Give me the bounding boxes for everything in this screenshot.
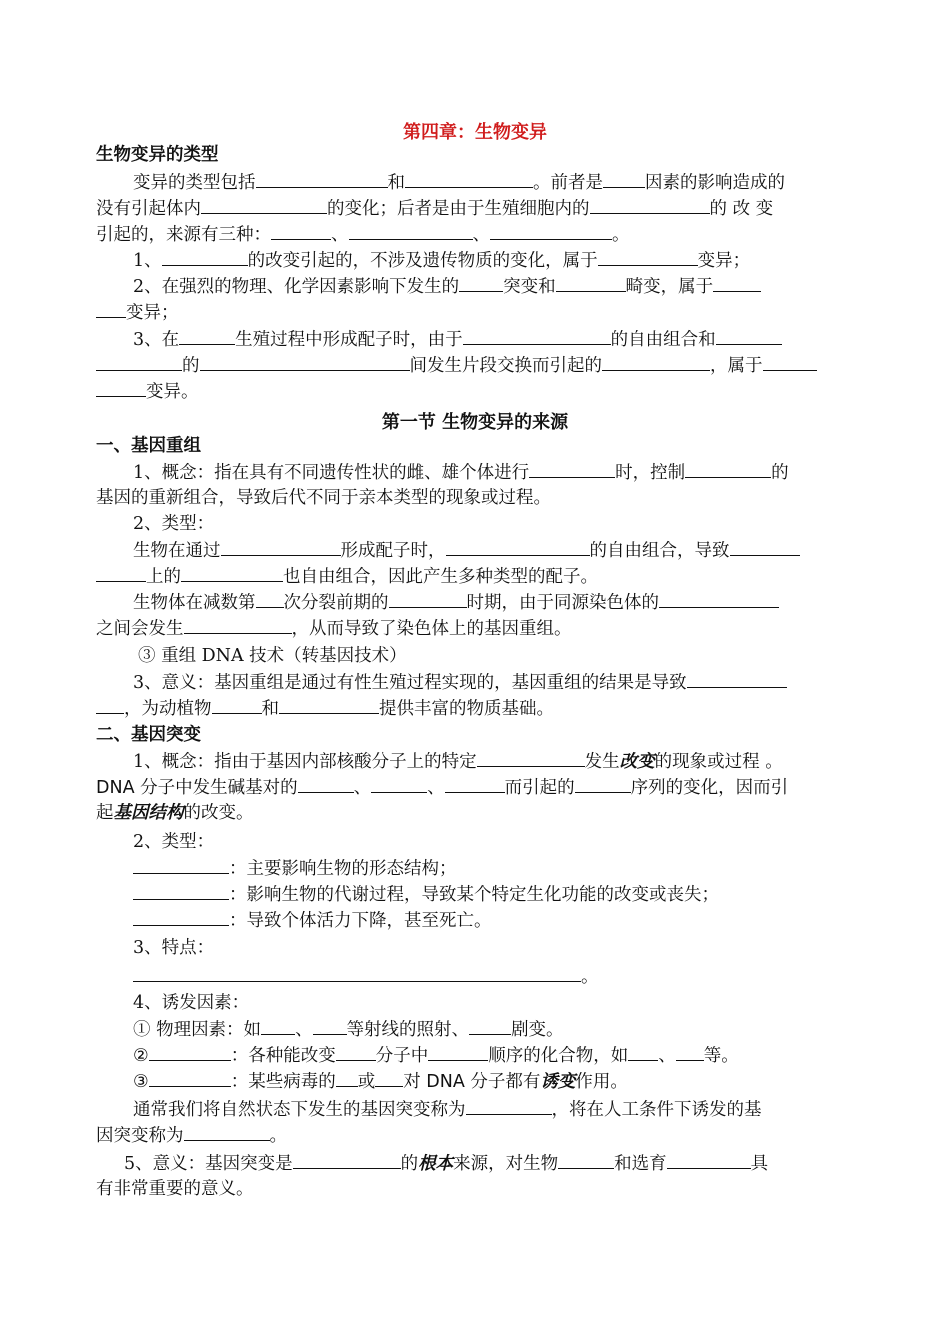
text: 。: [269, 1126, 287, 1146]
recomb-type-line-4: [96, 615, 856, 642]
fill-blank[interactable]: [659, 589, 779, 608]
text: 、: [353, 778, 372, 798]
text: 也自由组合，因此产生多种类型的配子。: [283, 567, 598, 587]
text: 的现象或过程 。: [654, 752, 783, 772]
fill-blank[interactable]: [184, 1122, 270, 1141]
text: 变异；: [126, 303, 179, 323]
fill-blank[interactable]: [313, 1016, 347, 1035]
text: 变异的类型包括: [133, 173, 256, 193]
text: 的 改 变: [709, 199, 774, 219]
fill-blank[interactable]: [298, 774, 354, 793]
fill-blank[interactable]: [713, 273, 761, 292]
text: 没有引起体内: [96, 199, 201, 219]
emphasis-text: 基因结构: [113, 803, 184, 823]
text: 生物在通过: [133, 541, 221, 561]
mutation-inducer-3: [133, 1068, 856, 1095]
text: ① 物理因素：如: [133, 1020, 262, 1040]
mutation-inducer-2: [133, 1042, 856, 1069]
text: 5、意义：基因突变是: [124, 1154, 293, 1174]
mutation-concept-2: [96, 774, 856, 801]
mutation-naming-2: [96, 1122, 856, 1149]
emphasis-text: 改变: [619, 752, 655, 772]
mutation-concept-1: [133, 748, 856, 775]
emphasis-text: 根本: [418, 1154, 454, 1174]
text: ：导致个体活力下降，甚至死亡。: [229, 911, 492, 931]
fill-blank[interactable]: [179, 326, 235, 345]
text: 作用。: [575, 1072, 628, 1092]
text: 、: [295, 1020, 313, 1040]
fill-blank[interactable]: [389, 589, 467, 608]
intro-heading: 生物变异的类型: [96, 145, 219, 165]
fill-blank[interactable]: [529, 459, 615, 478]
text: 剧变。: [511, 1020, 564, 1040]
text: 形成配子时，: [340, 541, 446, 561]
text: 上的: [146, 567, 181, 587]
recomb-significance-2: [96, 695, 856, 722]
text: 、: [331, 225, 349, 245]
mutation-type-1: [133, 855, 856, 882]
text: 的: [400, 1154, 419, 1174]
text: 、: [427, 778, 445, 798]
fill-blank[interactable]: [716, 326, 782, 345]
mutation-heading: 二、基因突变: [96, 725, 201, 745]
fill-blank[interactable]: [371, 774, 427, 793]
text: ：影响生物的代谢过程，导致某个特定生化功能的改变或丧失；: [229, 885, 719, 905]
intro-item-3-cont: [96, 352, 856, 379]
mutation-significance-2: 有非常重要的意义。: [96, 1179, 254, 1199]
fill-blank[interactable]: [133, 881, 229, 900]
fill-blank[interactable]: [687, 669, 787, 688]
text: ，将在人工条件下诱发的基: [551, 1100, 762, 1120]
fill-blank[interactable]: [469, 1016, 511, 1035]
fill-blank[interactable]: [556, 273, 626, 292]
text: 分子中: [375, 1046, 429, 1066]
text: 。: [612, 225, 630, 245]
text: 2、在强烈的物理、化学因素影响下发生的: [133, 277, 460, 297]
fill-blank[interactable]: [162, 247, 248, 266]
text: DNA: [96, 778, 135, 798]
text: 等。: [703, 1046, 739, 1066]
fill-blank[interactable]: [149, 1042, 231, 1061]
intro-line-2: [96, 195, 856, 222]
text: 3、在: [133, 330, 180, 350]
fill-blank[interactable]: [445, 774, 505, 793]
text: 变异。: [146, 382, 199, 402]
fill-blank[interactable]: [221, 537, 341, 556]
text: 1、概念：指由于基因内部核酸分子上的特定: [133, 752, 477, 772]
text: ③: [133, 1072, 149, 1092]
fill-blank[interactable]: [558, 1150, 614, 1169]
fill-blank[interactable]: [602, 352, 710, 371]
fill-blank[interactable]: [477, 748, 585, 767]
fill-blank[interactable]: [133, 907, 229, 926]
text: 时，控制: [615, 463, 686, 483]
text: 的变化；后者是由于生殖细胞内的: [327, 199, 590, 219]
fill-blank[interactable]: [212, 695, 262, 714]
fill-blank[interactable]: [96, 563, 146, 582]
text: 1、: [133, 251, 162, 271]
text: ：主要影响生物的形态结构；: [229, 859, 457, 879]
text: 生殖过程中形成配子时，由于: [235, 330, 463, 350]
fill-blank[interactable]: [149, 1068, 231, 1087]
text: 时期，由于同源染色体的: [466, 593, 659, 613]
intro-line-3: [96, 221, 856, 248]
text: 发生: [584, 752, 620, 772]
text: 生物体在减数第: [133, 593, 256, 613]
fill-blank[interactable]: [459, 273, 503, 292]
text: 和: [387, 173, 405, 193]
fill-blank[interactable]: [375, 1068, 403, 1087]
mutation-naming-1: [133, 1096, 856, 1123]
text: 的改变引起的，不涉及遗传物质的变化，属于: [247, 251, 598, 271]
text: 因突变称为: [96, 1126, 184, 1146]
fill-blank[interactable]: [133, 855, 229, 874]
emphasis-text: 诱变: [540, 1072, 576, 1092]
fill-blank[interactable]: [466, 1096, 552, 1115]
recomb-heading: 一、基因重组: [96, 436, 201, 456]
fill-blank[interactable]: [446, 537, 590, 556]
fill-blank[interactable]: [667, 1150, 751, 1169]
text: 变异；: [697, 251, 751, 271]
text: 的: [771, 463, 789, 483]
mutation-type-2: [133, 881, 856, 908]
recomb-concept-2: 基因的重新组合，导致后代不同于亲本类型的现象或过程。: [96, 488, 551, 508]
text: 序列的变化，因而引: [630, 778, 789, 798]
fill-blank[interactable]: [271, 221, 331, 240]
fill-blank[interactable]: [96, 299, 126, 318]
text: 的: [182, 356, 200, 376]
fill-blank[interactable]: [261, 1016, 295, 1035]
text: 1、概念：指在具有不同遗传性状的雌、雄个体进行: [133, 463, 530, 483]
fill-blank[interactable]: [730, 537, 800, 556]
recomb-type-label: 2、类型：: [133, 514, 215, 534]
text: 提供丰富的物质基础。: [379, 699, 554, 719]
intro-item-3: [133, 326, 856, 353]
text: DNA: [420, 1072, 471, 1092]
fill-blank[interactable]: [96, 352, 182, 371]
mutation-significance-1: [124, 1150, 856, 1177]
intro-item-2: [133, 273, 856, 300]
text: ，从而导致了染色体上的基因重组。: [291, 619, 572, 639]
recomb-significance-1: [133, 669, 856, 696]
text: 次分裂前期的: [283, 593, 389, 613]
fill-blank[interactable]: [490, 221, 612, 240]
fill-blank[interactable]: [428, 1042, 488, 1061]
fill-blank[interactable]: [96, 695, 124, 714]
fill-blank[interactable]: [256, 169, 388, 188]
fill-blank[interactable]: [405, 169, 533, 188]
chapter-title: 第四章：生物变异: [403, 122, 547, 143]
recomb-type-line-1: [133, 537, 856, 564]
text: 因素的影响造成的: [645, 173, 785, 193]
text: 和: [261, 699, 279, 719]
fill-blank[interactable]: [763, 352, 817, 371]
fill-blank[interactable]: [133, 963, 581, 982]
text: 间发生片段交换而引起的: [409, 356, 602, 376]
mutation-type-label: 2、类型：: [133, 832, 215, 852]
mutation-concept-3: [96, 800, 856, 826]
text: 之间会发生: [96, 619, 184, 639]
text: 顺序的化合物，如: [488, 1046, 629, 1066]
fill-blank[interactable]: [336, 1068, 358, 1087]
fill-blank[interactable]: [628, 1042, 658, 1061]
text: 和选育: [614, 1154, 667, 1174]
mutation-type-3: [133, 907, 856, 934]
text: 具: [750, 1154, 769, 1174]
fill-blank[interactable]: [575, 774, 631, 793]
text: ，为动植物: [124, 699, 212, 719]
text: 引起的，来源有三种：: [96, 225, 271, 245]
fill-blank[interactable]: [293, 1150, 401, 1169]
fill-blank[interactable]: [96, 378, 146, 397]
text: 畸变，属于: [625, 277, 714, 297]
intro-item-3-end: [96, 378, 856, 405]
text: 对: [403, 1072, 421, 1092]
fill-blank[interactable]: [279, 695, 379, 714]
text: 、: [472, 225, 490, 245]
text: 来源，对生物: [453, 1154, 559, 1174]
fill-blank[interactable]: [685, 459, 771, 478]
text: 通常我们将自然状态下发生的基因突变称为: [133, 1100, 466, 1120]
text: 起: [96, 803, 114, 823]
fill-blank[interactable]: [181, 563, 283, 582]
text: 等射线的照射、: [346, 1020, 470, 1040]
recomb-type-line-2: [96, 563, 856, 590]
text: 分子中发生碱基对的: [134, 778, 298, 798]
recomb-concept-1: [133, 459, 856, 486]
text: 而引起的: [504, 778, 575, 798]
mutation-inducer-label: 4、诱发因素：: [133, 993, 250, 1013]
mutation-feature-line: [133, 963, 856, 990]
recomb-type-line-3: [133, 589, 856, 616]
text: 分子都有: [470, 1072, 541, 1092]
text: ：某些病毒的: [230, 1072, 336, 1092]
text: 的改变。: [183, 803, 254, 823]
fill-blank[interactable]: [184, 615, 292, 634]
intro-line-1: [133, 169, 893, 196]
text: 或: [357, 1072, 376, 1092]
text: ：各种能改变: [230, 1046, 336, 1066]
fill-blank[interactable]: [201, 195, 327, 214]
fill-blank[interactable]: [349, 221, 473, 240]
text: 。: [581, 967, 599, 987]
text: 的自由组合，导致: [589, 541, 730, 561]
text: ，属于: [710, 356, 763, 376]
text: 3、意义：基因重组是通过有性生殖过程实现的，基因重组的结果是导致: [133, 673, 687, 693]
mutation-inducer-1: [133, 1016, 856, 1043]
text: 、: [658, 1046, 676, 1066]
section-title: 第一节 生物变异的来源: [381, 412, 569, 433]
fill-blank[interactable]: [463, 326, 611, 345]
mutation-feature-label: 3、特点：: [133, 938, 215, 958]
fill-blank[interactable]: [603, 169, 645, 188]
intro-item-1: [133, 247, 856, 274]
fill-blank[interactable]: [598, 247, 698, 266]
fill-blank[interactable]: [336, 1042, 376, 1061]
recomb-type-line-5: ③ 重组 DNA 技术（转基因技术）: [138, 646, 407, 666]
fill-blank[interactable]: [200, 352, 410, 371]
text: 突变和: [503, 277, 556, 297]
fill-blank[interactable]: [256, 589, 284, 608]
fill-blank[interactable]: [676, 1042, 704, 1061]
text: 。前者是: [533, 173, 603, 193]
text: 的自由组合和: [610, 330, 716, 350]
fill-blank[interactable]: [590, 195, 710, 214]
text: ②: [133, 1046, 149, 1066]
intro-item-2-cont: [96, 299, 856, 326]
